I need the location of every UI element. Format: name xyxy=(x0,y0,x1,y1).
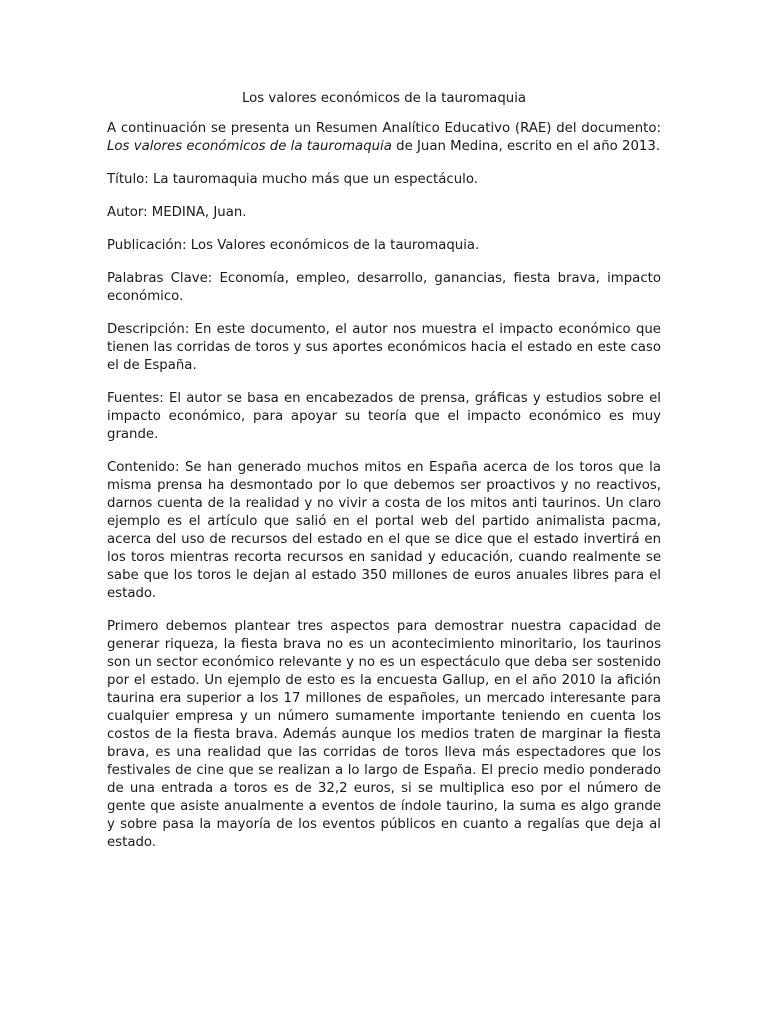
palabras-clave-field: Palabras Clave: Economía, empleo, desarrollo, ganancias, fiesta brava, impacto económico. xyxy=(107,271,661,304)
fuentes-paragraph: Fuentes: El autor se basa en encabezados de prensa, gráficas y estudios sobre el impacto económico, para apoyar su teoría que el impacto económico es muy grande. xyxy=(107,391,661,442)
intro-italic-title: Los valores económicos de la tauromaquia xyxy=(107,139,392,154)
final-paragraph: Primero debemos plantear tres aspectos para demostrar nuestra capacidad de generar riqueza, la fiesta brava no es un acontecimiento minoritario, los taurinos son un sector económico relevante y no es un espectáculo que deba ser sostenido por el estado. Un ejemplo de esto es la encuesta Gallup, en el año 2010 la afición taurina era superior a los 17 millones de españoles, un mercado interesante para cualquier empresa y un número sumamente importante teniendo en cuenta los costos de la fiesta brava. Además aunque los medios traten de marginar la fiesta brava, es una realidad que las corridas de toros lleva más espectadores que los festivales de cine que se realizan a lo largo de España. El precio medio ponderado de una entrada a toros es de 32,2 euros, si se multiplica eso por el número de gente que asiste anualmente a eventos de índole taurino, la suma es algo grande y sobre pasa la mayoría de los eventos públicos en cuanto a regalías que deja al estado. xyxy=(107,619,661,850)
titulo-field: Título: La tauromaquia mucho más que un espectáculo. xyxy=(107,172,478,187)
intro-paragraph xyxy=(107,120,661,156)
document-page xyxy=(107,90,661,867)
document-title: Los valores económicos de la tauromaquia xyxy=(241,91,527,106)
intro-text-end: de Juan Medina, escrito en el año 2013. xyxy=(391,139,661,154)
autor-field: Autor: MEDINA, Juan. xyxy=(107,205,247,220)
contenido-paragraph: Contenido: Se han generado muchos mitos en España acerca de los toros que la misma prensa ha desmontado por lo que debemos ser proactivos y no reactivos, darnos cuenta de la realidad y no vivir a costa de los mitos anti taurinos. Un claro ejemplo es el artículo que salió en el portal web del partido animalista pacma, acerca del uso de recursos del estado en el que se dice que el estado invertirá en los toros mientras recorta recursos en sanidad y educación, cuando realmente se sabe que los toros le dejan al estado 350 millones de euros anuales libres para el estado. xyxy=(107,460,661,601)
descripcion-paragraph: Descripción: En este documento, el autor nos muestra el impacto económico que tienen las corridas de toros y sus aportes económicos hacia el estado en este caso el de España. xyxy=(107,322,661,373)
intro-text: A continuación se presenta un Resumen Analítico Educativo (RAE) del documento: xyxy=(107,121,661,136)
publicacion-field: Publicación: Los Valores económicos de la tauromaquia. xyxy=(107,238,480,253)
